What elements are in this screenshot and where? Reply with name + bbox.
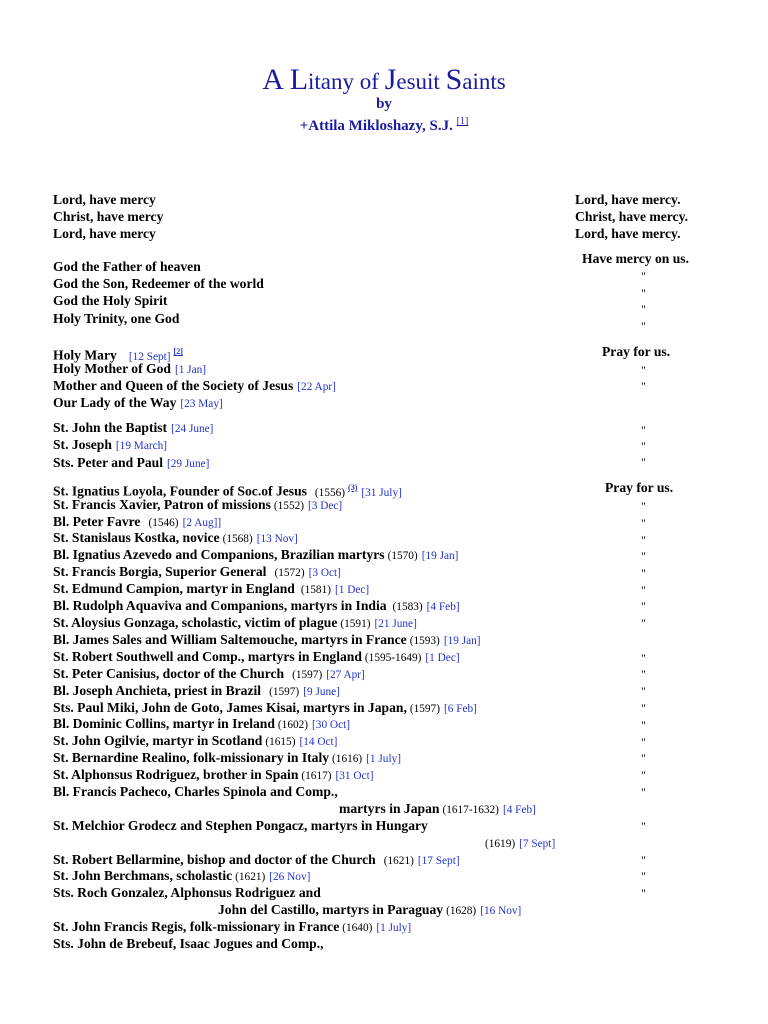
kyrie-response: Christ, have mercy. [575,209,689,224]
saint-line: St. Robert Bellarmine, bishop and doctor of the Church (1621) [17 Sept] [53,852,460,867]
feast-date: [31 July] [361,486,402,499]
ditto-mark: " [641,768,646,782]
kyrie-line: Lord, have mercy [53,192,156,207]
feast-date: [26 Nov] [269,871,311,883]
feast-date: [4 Feb] [426,601,460,613]
invocation-line: St. John the Baptist [24 June] [53,420,214,435]
ditto-mark: " [641,886,646,900]
saint-line: St. John Francis Regis, folk-missionary in France (1640) [1 July] [53,919,412,934]
invocation-line: Holy Mary [12 Sept] [2] [53,347,183,363]
saint-line: Sts. John de Brebeuf, Isaac Jogues and Comp., [53,936,324,951]
ditto-mark: " [641,785,646,799]
feast-date: [1 July] [366,753,402,765]
ditto-mark: " [641,302,646,316]
invocation-line: Sts. Peter and Paul [29 June] [53,455,210,470]
ditto-mark: " [641,599,646,613]
invocation-line: Mother and Queen of the Society of Jesus [22 Apr] [53,378,336,393]
feast-date: [29 June] [167,458,210,470]
footnote-link-3[interactable]: (3) [348,483,358,492]
saint-line: Bl. Peter Favre (1546) [2 Aug]] [53,514,222,529]
ditto-mark: " [641,439,646,453]
ditto-mark: " [641,667,646,681]
ditto-mark: " [641,751,646,765]
kyrie-line: Christ, have mercy [53,209,164,224]
saint-line: Bl. Rudolph Aquaviva and Companions, martyrs in India (1583) [4 Feb] [53,598,460,613]
invocation-line: Our Lady of the Way [23 May] [53,395,223,410]
saint-line: Bl. Dominic Collins, martyr in Ireland (1602) [30 Oct] [53,716,351,731]
trinity-response: Have mercy on us. [582,251,689,266]
invocation-line: St. Joseph [19 March] [53,437,168,452]
invocation-line: God the Son, Redeemer of the world [53,276,264,291]
page-title: A Litany of Jesuit Saints [262,63,506,96]
feast-date: [19 Jan] [421,550,459,562]
feast-date: [2 Aug]] [182,517,222,529]
ditto-mark: " [641,549,646,563]
feast-date: [12 Sept] [128,350,171,363]
feast-date: [17 Sept] [417,855,460,867]
ditto-mark: " [641,684,646,698]
feast-date: [27 Apr] [326,669,365,681]
feast-date: [1 July] [376,922,412,934]
ditto-mark: " [641,853,646,867]
footnote-link-2[interactable]: [2] [173,347,183,356]
feast-date: [14 Oct] [299,736,338,748]
saint-line: St. Bernardine Realino, folk-missionary in Italy (1616) [1 July] [53,750,402,765]
byline: by [376,96,392,112]
feast-date: [4 Feb] [502,804,536,816]
saint-line: St. Ignatius Loyola, Founder of Soc.of Jesus (1556) $^{(3)}$ [31 July] [53,483,402,499]
saint-line: St. Melchior Grodecz and Stephen Pongacz, martyrs in Hungary [53,818,428,833]
ditto-mark: " [641,319,646,333]
saint-line: St. Alphonsus Rodriguez, brother in Spain (1617) [31 Oct] [53,767,374,782]
feast-date: [13 Nov] [256,533,298,545]
ditto-mark: " [641,735,646,749]
saint-line: St. Edmund Campion, martyr in England (1581) [1 Dec] [53,581,370,596]
invocation-line: God the Holy Spirit [53,293,168,308]
kyrie-response: Lord, have mercy. [575,226,681,241]
ditto-mark: " [641,363,646,377]
saint-line: St. Aloysius Gonzaga, scholastic, victim of plague (1591) [21 June] [53,615,417,630]
invocation-line: God the Father of heaven [53,259,201,274]
saint-line: St. Robert Southwell and Comp., martyrs in England (1595-1649) [1 Dec] [53,649,460,664]
saint-line-continued: John del Castillo, martyrs in Paraguay (1628) [16 Nov] [218,902,522,917]
saint-line: Bl. Ignatius Azevedo and Companions, Brazilian martyrs (1570) [19 Jan] [53,547,459,562]
ditto-mark: " [641,286,646,300]
feast-date: [19 March] [115,440,168,452]
feast-date: [19 Jan] [443,635,481,647]
feast-date: [23 May] [180,398,223,410]
ditto-mark: " [641,583,646,597]
feast-date: [30 Oct] [312,719,351,731]
saint-line: St. John Ogilvie, martyr in Scotland (1615) [14 Oct] [53,733,338,748]
feast-date: [31 Oct] [335,770,374,782]
ditto-mark: " [641,423,646,437]
feast-date: [22 Apr] [297,381,336,393]
kyrie-line: Lord, have mercy [53,226,156,241]
saint-line: St. Stanislaus Kostka, novice (1568) [13 Nov] [53,530,298,545]
saint-line: St. Francis Borgia, Superior General (1572) [3 Oct] [53,564,341,579]
saint-line: St. Peter Canisius, doctor of the Church (1597) [27 Apr] [53,666,365,681]
saint-line-continued: martyrs in Japan (1617-1632) [4 Feb] [339,801,536,816]
feast-date: [16 Nov] [480,905,522,917]
ditto-mark: " [641,533,646,547]
feast-date: [3 Oct] [308,567,341,579]
saint-line: Bl. Francis Pacheco, Charles Spinola and Comp., [53,784,338,799]
marian-response: Pray for us. [602,344,671,359]
feast-date: [24 June] [171,423,214,435]
feast-date: [1 Jan] [174,364,206,376]
saint-line: Bl. Joseph Anchieta, priest in Brazil (1597) [9 June] [53,683,340,698]
feast-date: [3 Dec] [308,500,343,512]
kyrie-response: Lord, have mercy. [575,192,681,207]
saint-line: Bl. James Sales and William Saltemouche, martyrs in France (1593) [19 Jan] [53,632,481,647]
ditto-mark: " [641,651,646,665]
ditto-mark: " [641,566,646,580]
ditto-mark: " [641,269,646,283]
ditto-mark: " [641,819,646,833]
ditto-mark: " [641,616,646,630]
author-name: +Attila Mikloshazy, S.J. [299,118,453,134]
feast-date: [6 Feb] [443,703,477,715]
feast-date: [1 Dec] [335,584,370,596]
feast-date: [21 June] [374,618,417,630]
ditto-mark: " [641,701,646,715]
ditto-mark: " [641,869,646,883]
saints-response: Pray for us. [605,480,674,495]
saint-line: Sts. Paul Miki, John de Goto, James Kisai, martyrs in Japan, (1597) [6 Feb] [53,700,477,715]
saint-line: Sts. Roch Gonzalez, Alphonsus Rodriguez and [53,885,321,900]
footnote-link-1[interactable]: [1] [456,116,469,127]
invocation-line: Holy Mother of God [1 Jan] [53,361,206,376]
feast-date: [9 June] [303,686,340,698]
saint-line: St. Francis Xavier, Patron of missions (1552) [3 Dec] [53,497,343,512]
ditto-mark: " [641,499,646,513]
saint-line-continued: (1619) [7 Sept] [485,838,556,850]
feast-date: [1 Dec] [425,652,460,664]
ditto-mark: " [641,379,646,393]
feast-date: [7 Sept] [519,838,556,850]
ditto-mark: " [641,516,646,530]
ditto-mark: " [641,718,646,732]
ditto-mark: " [641,455,646,469]
saint-line: St. John Berchmans, scholastic (1621) [26 Nov] [53,868,311,883]
invocation-line: Holy Trinity, one God [53,311,180,326]
author-line [0,113,768,135]
